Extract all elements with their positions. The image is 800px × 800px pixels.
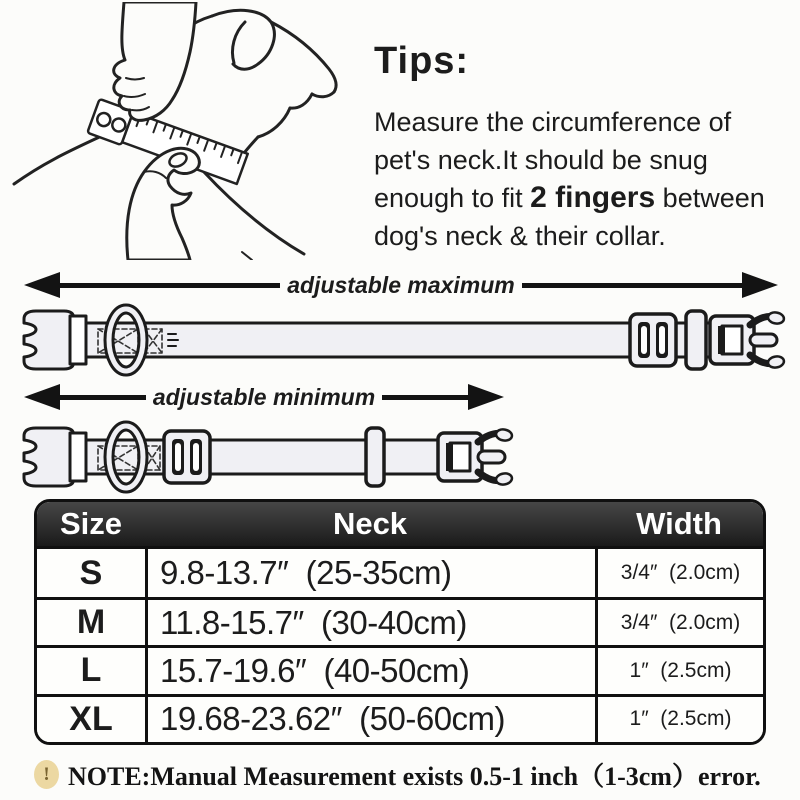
two-fingers-emphasis: 2 fingers — [530, 181, 656, 214]
size-cell: S — [79, 553, 103, 592]
dog-measurement-illustration — [8, 2, 360, 260]
arrow-shaft — [60, 395, 146, 400]
tips-line-2: pet's neck.It should be snug — [374, 145, 708, 175]
neck-cell: 15.7-19.6″ (40-50cm) — [145, 648, 595, 693]
neck-cell: 11.8-15.7″ (30-40cm) — [145, 600, 595, 645]
note-text: NOTE:Manual Measurement exists 0.5-1 inch（1-3cm）error. — [68, 762, 761, 791]
upper-hand — [114, 2, 196, 120]
collar-maximum-illustration — [14, 303, 786, 377]
col-header-size: Size — [59, 506, 123, 541]
tips-line-3: enough to fit 2 fingers between — [374, 181, 765, 214]
female-buckle — [24, 428, 74, 486]
adjustable-maximum-arrow — [24, 271, 778, 299]
size-cell: XL — [69, 699, 113, 738]
buckle-prong-center — [478, 451, 505, 463]
buckle-crossbar — [70, 316, 86, 364]
col-header-neck: Neck — [332, 506, 408, 541]
table-row-l — [37, 645, 763, 693]
width-cell: 1″ (2.5cm) — [595, 648, 763, 693]
table-row-m — [37, 597, 763, 645]
triglide-slider — [164, 431, 210, 483]
col-header-width: Width — [636, 506, 722, 541]
arrowhead-left-icon — [24, 272, 60, 298]
collar-minimum-illustration — [14, 419, 519, 494]
arrowhead-left-icon — [24, 384, 60, 410]
buckle-prong-center — [750, 334, 777, 346]
keeper-loop — [686, 311, 706, 369]
female-buckle — [24, 311, 74, 369]
arrowhead-right-icon — [468, 384, 504, 410]
keeper-loop — [366, 428, 384, 486]
arrowhead-right-icon — [742, 272, 778, 298]
size-table-header — [37, 502, 763, 549]
exclamation-icon: ! — [34, 760, 59, 789]
adjustable-minimum-arrow — [24, 383, 504, 411]
buckle-crossbar — [70, 433, 86, 481]
size-cell: M — [76, 603, 106, 642]
tips-text — [374, 103, 790, 255]
tips-heading: Tips: — [374, 40, 470, 82]
tips-line-4: dog's neck & their collar. — [374, 221, 666, 251]
tips-section — [374, 40, 790, 255]
adjustable-maximum-label: adjustable maximum — [287, 271, 515, 298]
tips-line-1: Measure the circumference of — [374, 107, 732, 137]
table-row-xl — [37, 694, 763, 742]
arrow-shaft — [382, 395, 468, 400]
width-cell: 3/4″ (2.0cm) — [595, 600, 763, 645]
lower-hand — [127, 148, 200, 260]
size-cell: L — [80, 651, 102, 690]
neck-cell: 9.8-13.7″ (25-35cm) — [145, 549, 595, 597]
note-section — [34, 756, 761, 793]
neck-cell: 19.68-23.62″ (50-60cm) — [145, 697, 595, 742]
width-cell: 1″ (2.5cm) — [595, 697, 763, 742]
width-cell: 3/4″ (2.0cm) — [595, 549, 763, 597]
arrow-shaft — [60, 283, 280, 288]
adjustable-minimum-label: adjustable minimum — [152, 383, 376, 410]
table-row-s — [37, 549, 763, 597]
arrow-shaft — [522, 283, 742, 288]
size-table — [34, 499, 766, 745]
triglide-slider — [630, 314, 676, 366]
